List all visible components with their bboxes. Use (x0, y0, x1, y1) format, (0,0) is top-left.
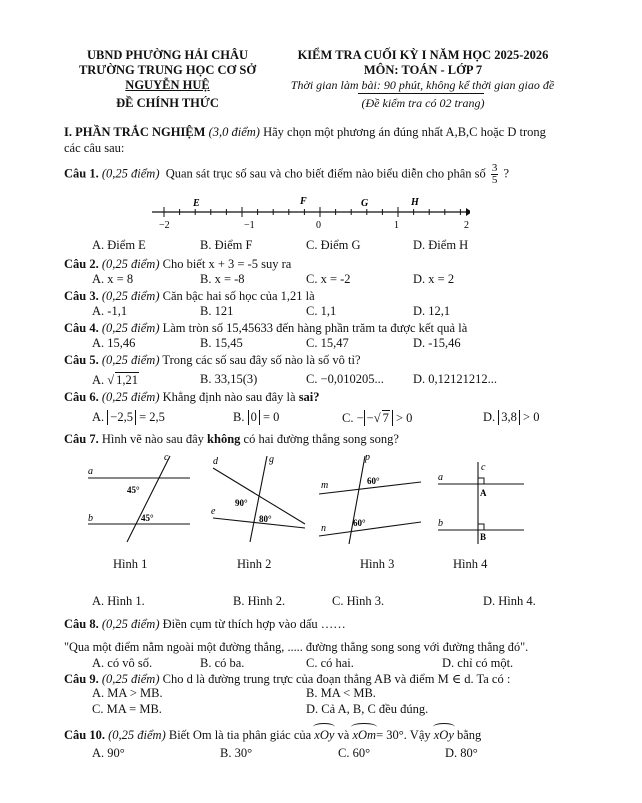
q6-option-c-rest: > 0 (395, 411, 413, 425)
q2-body: Cho biết x + 3 = -5 suy ra (162, 257, 292, 271)
q3-option-b[interactable]: B. 121 (200, 304, 234, 318)
header-right-line3: Thời gian làm bài: 90 phút, không kể thời gian giao đề (290, 78, 555, 92)
q7-label: Câu 7. (64, 432, 99, 446)
tick-label-2: 2 (464, 220, 469, 231)
q8-option-a[interactable]: A. có vô số. (92, 656, 153, 670)
q2-option-b[interactable]: B. x = -8 (200, 272, 245, 286)
q1-body: Quan sát trục số sau và cho biết điểm nào biểu diễn cho phân số (165, 166, 486, 181)
q6-option-a-prefix: A. (92, 410, 105, 424)
fig2-label-g: g (269, 454, 274, 465)
q1-option-c[interactable]: C. Điểm G (306, 238, 361, 252)
q5-text (64, 353, 361, 368)
q1-option-a[interactable]: A. Điểm E (92, 238, 146, 252)
q3-option-d[interactable]: D. 12,1 (413, 304, 451, 318)
q8-label: Câu 8. (64, 617, 99, 631)
q5-option-a-radicand: 1,21 (116, 373, 139, 387)
section1-heading (64, 125, 546, 140)
q7-figure-4 (436, 458, 526, 546)
fig2-angle-2: 80° (259, 514, 272, 524)
q4-option-d[interactable]: D. -15,46 (413, 336, 461, 350)
q9-text (64, 671, 510, 687)
q6-option-b-prefix: B. (233, 410, 245, 424)
q7-figure-4-caption: Hình 4 (453, 557, 488, 571)
q4-option-c[interactable]: C. 15,47 (306, 336, 349, 350)
q5-option-c[interactable]: C. −0,010205... (306, 372, 384, 386)
q9-option-d[interactable]: D. Cả A, B, C đều đúng. (306, 702, 429, 716)
q6-body: Khẳng định nào sau đây là (162, 390, 296, 404)
q3-points: (0,25 điểm) (101, 289, 160, 303)
fig3-angle-2: 60° (353, 518, 366, 528)
fig3-label-p: p (365, 452, 370, 463)
q8-points: (0,25 điểm) (101, 617, 160, 631)
q5-option-a[interactable] (92, 372, 139, 388)
q2-text (64, 257, 291, 272)
q8-option-b[interactable]: B. có ba. (200, 656, 245, 670)
q4-label: Câu 4. (64, 321, 99, 335)
q6-option-d-abs: 3,8 (498, 410, 520, 425)
q5-option-d[interactable]: D. 0,12121212... (413, 372, 498, 386)
q1-option-d[interactable]: D. Điểm H (413, 238, 469, 252)
q1-fraction (491, 163, 499, 186)
point-label-G: G (361, 198, 369, 209)
fig4-label-c: c (481, 462, 486, 473)
q7-figure-1-caption: Hình 1 (113, 557, 148, 571)
tick-label-neg1: −1 (244, 220, 255, 231)
header-left-line1: UBND PHƯỜNG HẢI CHÂU (87, 48, 248, 62)
header-left-line3: NGUYỄN HUỆ (125, 78, 210, 92)
q5-points: (0,25 điểm) (101, 353, 160, 367)
tick-label-neg2: −2 (159, 220, 170, 231)
q6-option-c-neg: − (366, 411, 374, 425)
q10-angle-1: xOy (314, 728, 335, 742)
q7-text (64, 432, 399, 447)
q10-body-1: Biết Om là tia phân giác của (168, 728, 312, 742)
q5-option-a-prefix: A. (92, 373, 105, 387)
fig1-angle-1: 45° (127, 485, 140, 495)
q10-angle-3: xOy (433, 728, 454, 742)
q2-option-c[interactable]: C. x = -2 (306, 272, 351, 286)
q3-text (64, 289, 315, 304)
q7-figure-2 (205, 452, 310, 544)
q8-quote: "Qua một điểm nằm ngoài một đường thẳng, ..... đường thẳng song song với đường thẳng đó". (64, 640, 529, 654)
q5-body: Trong các số sau đây số nào là số vô tỉ? (162, 353, 361, 367)
q10-body-4: bằng (457, 728, 482, 742)
fig2-label-e: e (211, 506, 216, 517)
q2-label: Câu 2. (64, 257, 99, 271)
q10-text (64, 726, 481, 743)
q6-option-d[interactable] (483, 410, 539, 425)
q6-option-c-radicand: 7 (382, 411, 389, 425)
q6-option-a-rest: = 2,5 (139, 410, 165, 424)
q10-points: (0,25 điểm) (108, 728, 166, 742)
sqrt-icon: √ (107, 373, 115, 387)
section1-points: (3,0 điểm) (208, 125, 260, 139)
q6-option-b[interactable] (233, 410, 279, 425)
q7-body: Hình vẽ nào sau đây (101, 432, 204, 446)
header-left-line4: ĐỀ CHÍNH THỨC (116, 96, 219, 110)
q6-option-a-abs: −2,5 (107, 410, 136, 425)
section1-instruction2: các câu sau: (64, 141, 125, 155)
q7-figure-3-caption: Hình 3 (360, 557, 395, 571)
q2-option-d[interactable]: D. x = 2 (413, 272, 455, 286)
header-right-line4: (Đề kiểm tra có 02 trang) (361, 96, 485, 110)
q1-label: Câu 1. (64, 166, 99, 181)
q6-option-d-rest: > 0 (523, 410, 540, 424)
q9-label: Câu 9. (64, 672, 99, 686)
q5-option-b[interactable]: B. 33,15(3) (200, 372, 258, 386)
header-right-line1: KIỂM TRA CUỐI KỲ I NĂM HỌC 2025-2026 (297, 48, 549, 62)
q8-option-d[interactable]: D. chỉ có một. (442, 656, 514, 670)
fig4-label-a: a (438, 472, 443, 483)
q10-option-d[interactable]: D. 80° (445, 746, 478, 760)
q1-frac-den: 5 (491, 174, 498, 186)
q6-option-c-prefix: C. − (342, 411, 364, 425)
q6-text (64, 390, 320, 405)
q10-label: Câu 10. (64, 728, 105, 742)
q7-figure-1 (82, 452, 192, 544)
q4-points: (0,25 điểm) (101, 321, 160, 335)
axis-major-labels (159, 220, 469, 231)
header-right-line2: MÔN: TOÁN - LỚP 7 (363, 63, 483, 77)
fig1-label-c: c (164, 452, 169, 463)
section1-instruction: Hãy chọn một phương án đúng nhất A,B,C hoặc D trong (263, 125, 546, 139)
header-underline (358, 93, 484, 94)
q10-body-3: = 30°. Vậy (376, 728, 431, 742)
q7-body-bold: không (207, 432, 241, 446)
fig4-label-b: b (438, 518, 443, 529)
q6-option-b-rest: = 0 (262, 410, 280, 424)
header-left-line2: TRƯỜNG TRUNG HỌC CƠ SỞ (78, 63, 257, 77)
q2-option-a[interactable]: A. x = 8 (92, 272, 134, 286)
q9-option-a[interactable]: A. MA > MB. (92, 686, 163, 700)
q6-body-bold: sai? (298, 390, 320, 404)
q6-label: Câu 6. (64, 390, 99, 404)
q8-text (64, 617, 346, 632)
q7-figure-3 (315, 452, 425, 544)
q7-option-b[interactable]: B. Hình 2. (233, 594, 286, 608)
q3-option-c[interactable]: C. 1,1 (306, 304, 337, 318)
fig3-angle-1: 60° (367, 476, 380, 486)
tick-label-0: 0 (316, 220, 321, 231)
q4-option-a[interactable]: A. 15,46 (92, 336, 136, 350)
point-label-E: E (193, 198, 200, 209)
section1-title: I. PHẦN TRẮC NGHIỆM (64, 125, 206, 139)
q4-body: Làm tròn số 15,45633 đến hàng phần trăm ta được kết quả là (162, 321, 468, 335)
q4-option-b[interactable]: B. 15,45 (200, 336, 243, 350)
fig1-label-b: b (88, 513, 93, 524)
q1-points: (0,25 điểm) (101, 166, 160, 181)
q3-label: Câu 3. (64, 289, 99, 303)
fig1-label-a: a (88, 466, 93, 477)
q8-option-c[interactable]: C. có hai. (306, 656, 354, 670)
q6-option-d-prefix: D. (483, 410, 496, 424)
fig1-angle-2: 45° (141, 513, 154, 523)
q1-text (64, 163, 509, 186)
q9-option-c[interactable]: C. MA = MB. (92, 702, 162, 716)
q9-option-b[interactable]: B. MA < MB. (306, 686, 376, 700)
q6-points: (0,25 điểm) (101, 390, 160, 404)
q9-points: (0,25 điểm) (101, 672, 160, 686)
q9-body: Cho d là đường trung trực của đoạn thẳng AB và điểm M ∈ d. Ta có : (162, 672, 511, 686)
fig4-label-B: B (480, 532, 487, 542)
q10-option-a[interactable]: A. 90° (92, 746, 125, 760)
q6-option-c[interactable] (342, 410, 412, 426)
q1-frac-num: 3 (491, 162, 498, 174)
q1-number-axis (150, 196, 470, 236)
q1-end: ? (503, 166, 510, 181)
q3-body: Căn bậc hai số học của 1,21 là (162, 289, 315, 303)
fig3-label-n: n (321, 523, 326, 534)
fig2-angle-1: 90° (235, 498, 248, 508)
q10-option-c[interactable]: C. 60° (338, 746, 371, 760)
q6-option-a[interactable] (92, 410, 165, 425)
q4-text (64, 321, 467, 336)
sqrt-icon: √ (373, 411, 381, 425)
q10-angle-2: xOm (352, 728, 377, 742)
q1-option-b[interactable]: B. Điểm F (200, 238, 253, 252)
q8-body: Điền cụm từ thích hợp vào dấu …… (162, 617, 346, 631)
q7-body-end: có hai đường thẳng song song? (243, 432, 399, 446)
point-label-H: H (411, 197, 419, 208)
fig3-label-m: m (321, 480, 329, 491)
q7-figure-2-caption: Hình 2 (237, 557, 272, 571)
fig4-label-A: A (480, 488, 487, 498)
q5-label: Câu 5. (64, 353, 99, 367)
fig2-label-d: d (213, 456, 218, 467)
point-label-F: F (300, 196, 307, 207)
q6-option-b-abs: 0 (248, 410, 260, 425)
q10-option-b[interactable]: B. 30° (220, 746, 253, 760)
q7-option-d[interactable]: D. Hình 4. (483, 594, 536, 608)
q6-option-c-abs (364, 410, 393, 426)
q3-option-a[interactable]: A. -1,1 (92, 304, 128, 318)
tick-label-1: 1 (394, 220, 399, 231)
q10-body-2: và (337, 728, 350, 742)
q2-points: (0,25 điểm) (101, 257, 160, 271)
q7-option-a[interactable]: A. Hình 1. (92, 594, 145, 608)
q7-option-c[interactable]: C. Hình 3. (332, 594, 385, 608)
